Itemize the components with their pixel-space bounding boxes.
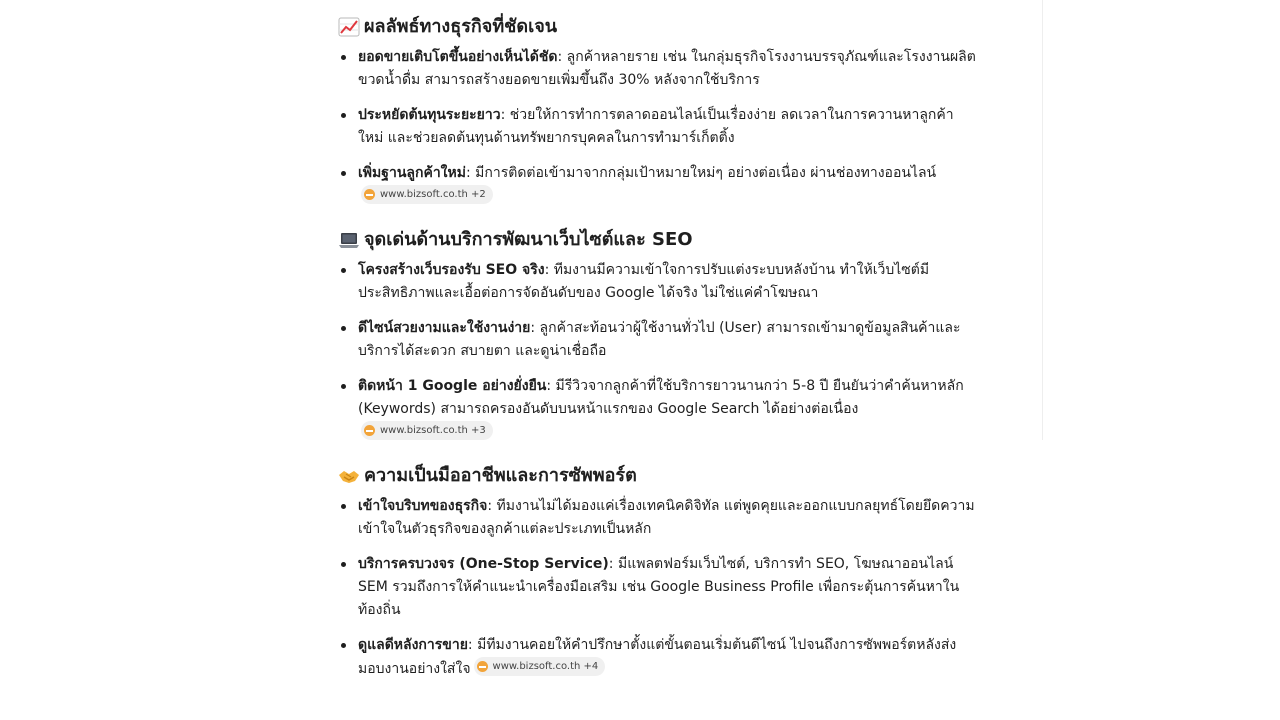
item-text: : ทีมงานไม่ได้มองแค่เรื่องเทคนิคดิจิทัล แต่พูดคุยและออกแบบกลยุทธ์โดยยึดความเข้าใจในตัวธุรกิจของลูกค้าแต่ละประเภทเป็นหลัก bbox=[358, 498, 975, 537]
section-title bbox=[338, 457, 978, 495]
source-chip-label: www.bizsoft.co.th +4 bbox=[492, 661, 599, 672]
list-item bbox=[338, 317, 978, 363]
laptop-icon bbox=[338, 230, 360, 250]
item-text: : มีทีมงานคอยให้คำปรึกษาตั้งแต่ขั้นตอนเริ่มต้นดีไซน์ ไปจนถึงการซัพพอร์ตหลังส่งมอบงานอย่างใส่ใจ bbox=[358, 637, 957, 677]
item-bold-label: ประหยัดต้นทุนระยะยาว bbox=[358, 107, 501, 123]
list-item bbox=[338, 634, 978, 681]
bullet-list bbox=[338, 46, 978, 209]
section-title bbox=[338, 221, 978, 259]
item-text: : ทีมงานมีความเข้าใจการปรับแต่งระบบหลังบ้าน ทำให้เว็บไซต์มีประสิทธิภาพและเอื้อต่อการจัดอันดับของ Google ได้จริง ไม่ใช่แค่คำโฆษณา bbox=[358, 262, 930, 301]
section-title-text: จุดเด่นด้านบริการพัฒนาเว็บไซต์และ SEO bbox=[364, 229, 693, 250]
item-text: : มีแพลตฟอร์มเว็บไซต์, บริการทำ SEO, โฆษณาออนไลน์ SEM รวมถึงการให้คำแนะนำเครื่องมือเสริม เช่น Google Business Profile เพื่อกระตุ้นการค้นหาในท้องถิ่น bbox=[358, 556, 960, 618]
item-bold-label: ดูแลดีหลังการขาย bbox=[358, 637, 468, 653]
list-item bbox=[338, 104, 978, 150]
source-favicon-icon bbox=[364, 189, 375, 200]
item-bold-label: เพิ่มฐานลูกค้าใหม่ bbox=[358, 165, 466, 181]
section-title-text: ผลลัพธ์ทางธุรกิจที่ชัดเจน bbox=[364, 16, 558, 37]
column-divider bbox=[1042, 0, 1043, 440]
source-favicon-icon bbox=[477, 661, 488, 672]
item-bold-label: โครงสร้างเว็บรองรับ SEO จริง bbox=[358, 262, 545, 278]
item-bold-label: บริการครบวงจร (One-Stop Service) bbox=[358, 556, 609, 572]
section-title bbox=[338, 8, 978, 46]
list-item bbox=[338, 162, 978, 209]
source-favicon-icon bbox=[364, 425, 375, 436]
response-content bbox=[338, 8, 978, 693]
source-chip-label: www.bizsoft.co.th +3 bbox=[380, 425, 486, 436]
list-item bbox=[338, 46, 978, 92]
item-text: : ช่วยให้การทำการตลาดออนไลน์เป็นเรื่องง่าย ลดเวลาในการควานหาลูกค้าใหม่ และช่วยลดต้นทุนด้านทรัพยากรบุคคลในการทำมาร์เก็ตติ้ง bbox=[358, 107, 954, 146]
list-item bbox=[338, 375, 978, 445]
item-bold-label: เข้าใจบริบทของธุรกิจ bbox=[358, 498, 488, 514]
list-item bbox=[338, 495, 978, 541]
section-business-results bbox=[338, 8, 978, 209]
section-web-seo-highlights bbox=[338, 221, 978, 445]
item-bold-label: ดีไซน์สวยงามและใช้งานง่าย bbox=[358, 320, 531, 336]
item-text: : มีการติดต่อเข้ามาจากกลุ่มเป้าหมายใหม่ๆ อย่างต่อเนื่อง ผ่านช่องทางออนไลน์ bbox=[465, 165, 937, 181]
handshake-icon bbox=[338, 466, 360, 486]
item-text: : ลูกค้าหลายราย เช่น ในกลุ่มธุรกิจโรงงานบรรจุภัณฑ์และโรงงานผลิตขวดน้ำดื่ม สามารถสร้างยอดขายเพิ่มขึ้นถึง 30% หลังจากใช้บริการ bbox=[358, 49, 976, 88]
bullet-list bbox=[338, 495, 978, 681]
item-text: : ลูกค้าสะท้อนว่าผู้ใช้งานทั่วไป (User) สามารถเข้ามาดูข้อมูลสินค้าและบริการได้สะดวก สบายตา และดูน่าเชื่อถือ bbox=[358, 320, 961, 359]
section-professional-support bbox=[338, 457, 978, 681]
item-bold-label: ยอดขายเติบโตขึ้นอย่างเห็นได้ชัด bbox=[358, 49, 558, 65]
item-text: : มีรีวิวจากลูกค้าที่ใช้บริการยาวนานกว่า 5-8 ปี ยืนยันว่าคำค้นหาหลัก (Keywords) สามารถครองอันดับบนหน้าแรกของ Google Search ได้อย่างต่อเนื่อง bbox=[358, 378, 964, 417]
bullet-list bbox=[338, 259, 978, 445]
source-chip[interactable] bbox=[474, 657, 606, 676]
list-item bbox=[338, 553, 978, 622]
source-chip[interactable] bbox=[361, 185, 493, 204]
section-title-text: ความเป็นมืออาชีพและการซัพพอร์ต bbox=[364, 465, 637, 486]
item-bold-label: ติดหน้า 1 Google อย่างยั่งยืน bbox=[358, 378, 547, 394]
list-item bbox=[338, 259, 978, 305]
source-chip[interactable] bbox=[361, 421, 493, 440]
chart-increasing-icon bbox=[338, 17, 360, 37]
source-chip-label: www.bizsoft.co.th +2 bbox=[380, 189, 486, 200]
